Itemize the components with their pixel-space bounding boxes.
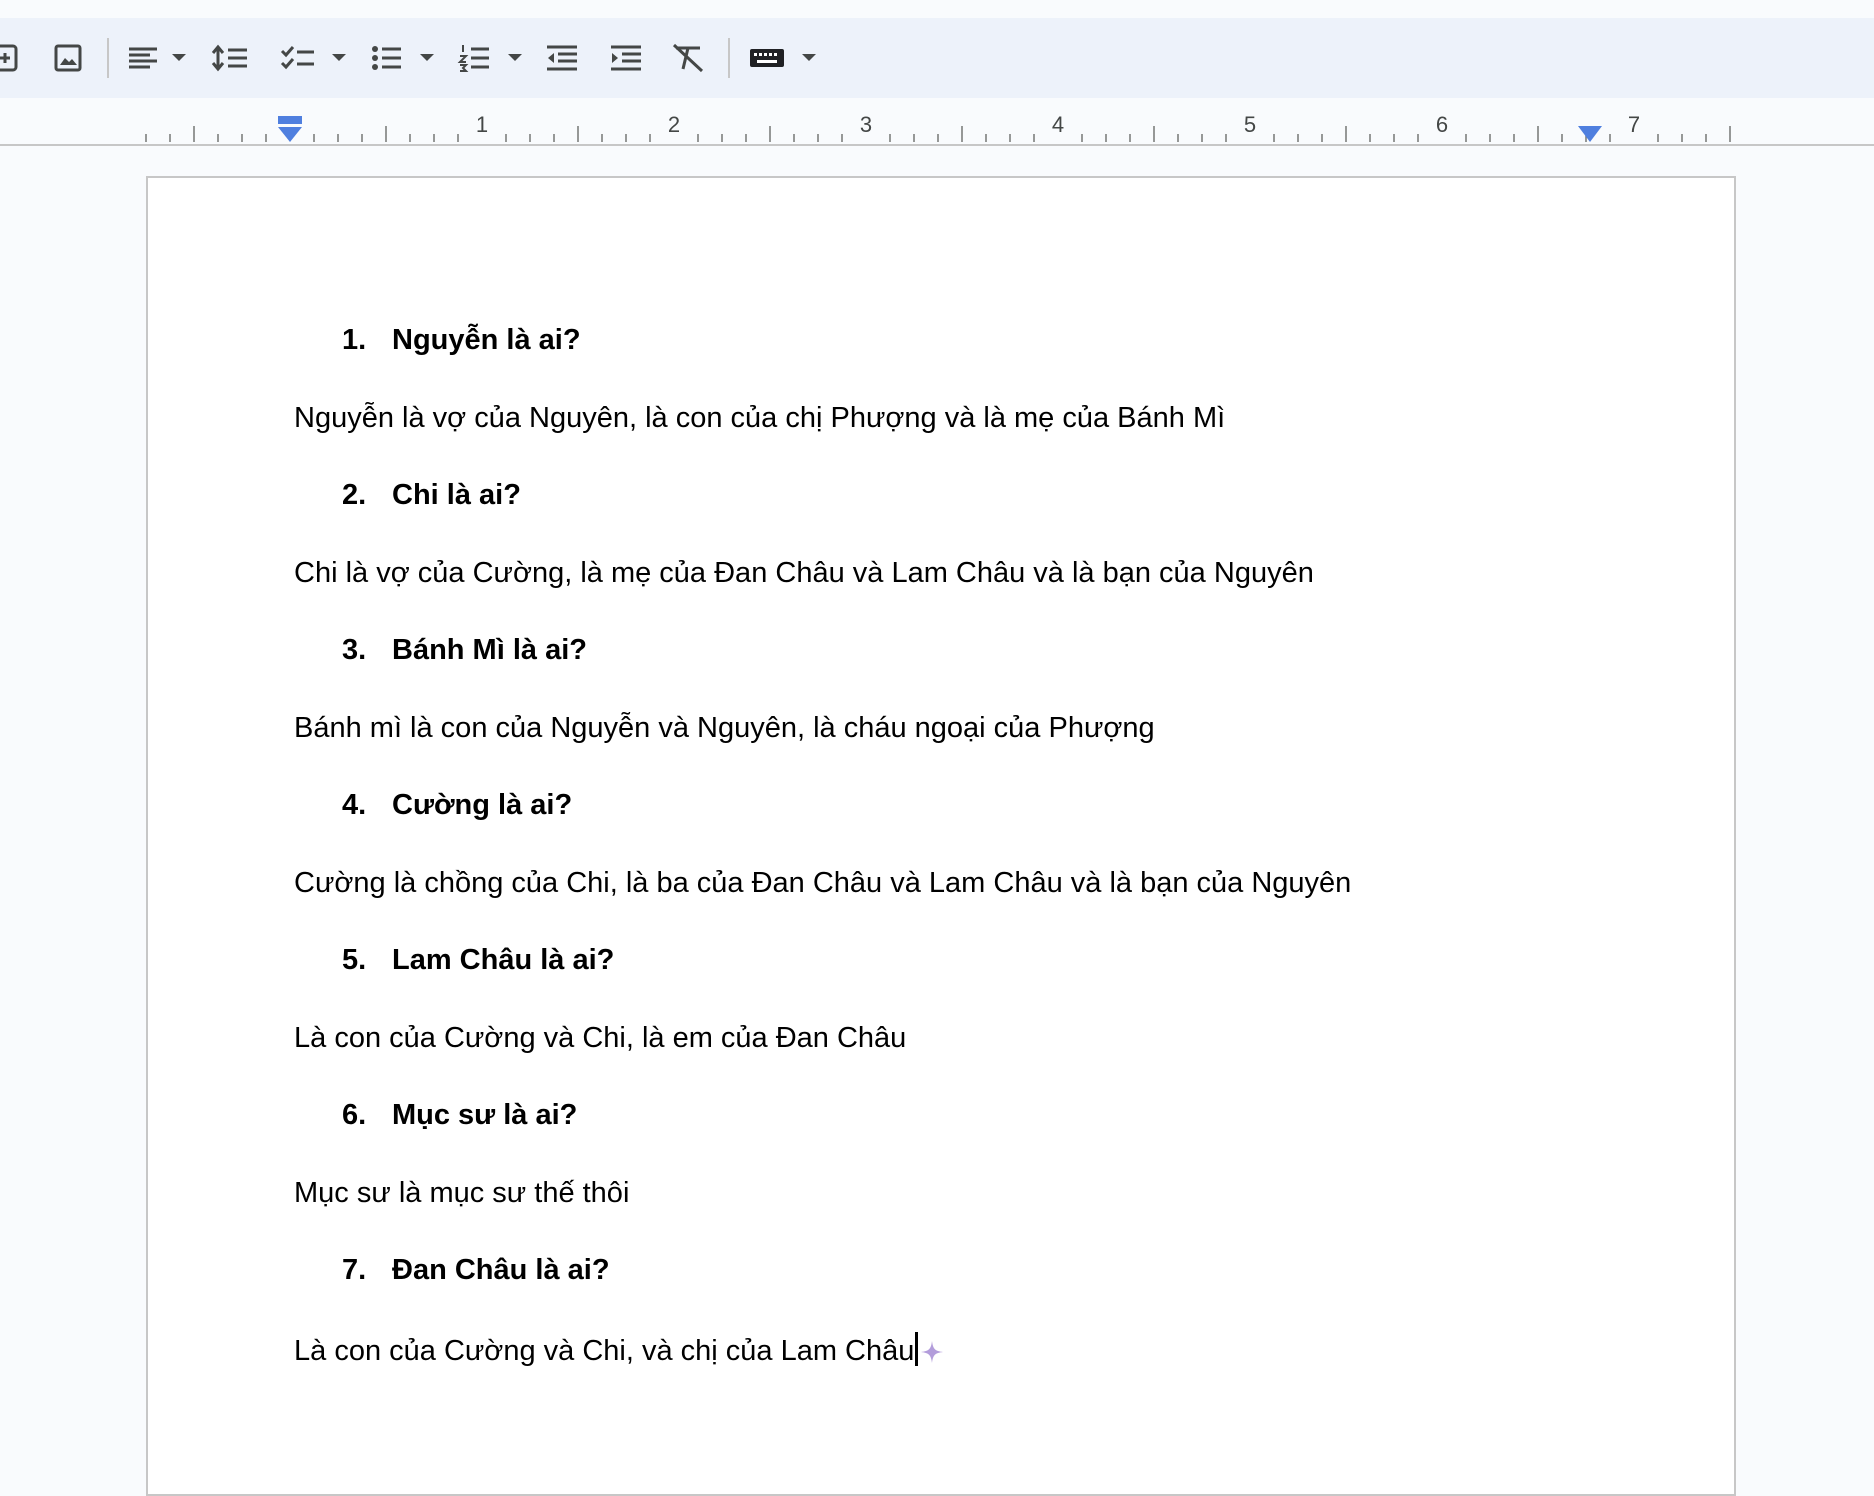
answer-paragraph-1: Nguyễn là vợ của Nguyên, là con của chị Phượng và là mẹ của Bánh Mì [294, 402, 1226, 434]
ruler-label-4: 4 [1051, 112, 1065, 137]
formatting-toolbar [0, 18, 1874, 98]
question-heading-3: 3. Bánh Mì là ai? [342, 634, 587, 666]
question-heading-1: 1. Nguyễn là ai? [342, 324, 581, 356]
right-indent-marker[interactable] [1578, 126, 1602, 142]
question-heading-5: 5. Lam Châu là ai? [342, 944, 615, 976]
question-heading-4: 4. Cường là ai? [342, 789, 573, 821]
question-heading-2: 2. Chi là ai? [342, 479, 521, 511]
top-strip [0, 0, 1874, 18]
ruler-label-2: 2 [667, 112, 681, 137]
insert-image-icon[interactable] [48, 38, 88, 78]
clear-formatting-icon[interactable] [670, 38, 706, 78]
sparkle-icon[interactable] [920, 1339, 944, 1372]
answer-paragraph-2: Chi là vợ của Cường, là mẹ của Đan Châu và Lam Châu và là bạn của Nguyên [294, 557, 1314, 589]
checklist-icon[interactable] [278, 38, 348, 78]
ruler-label-5: 5 [1243, 112, 1257, 137]
horizontal-ruler [0, 98, 1874, 146]
left-indent-marker[interactable] [278, 116, 302, 142]
numbered-list-icon[interactable] [456, 38, 526, 78]
question-heading-6: 6. Mục sư là ai? [342, 1099, 578, 1131]
toolbar-separator [107, 38, 109, 78]
input-tools-keyboard-icon[interactable] [746, 38, 822, 78]
answer-paragraph-7: Là con của Cường và Chi, và chị của Lam Châu [294, 1332, 944, 1372]
ruler-label-6: 6 [1435, 112, 1449, 137]
answer-paragraph-4: Cường là chồng của Chi, là ba của Đan Châu và Lam Châu và là bạn của Nguyên [294, 867, 1352, 899]
ruler-label-7: 7 [1627, 112, 1641, 137]
toolbar-separator [728, 38, 730, 78]
align-left-icon[interactable] [124, 38, 192, 78]
increase-indent-icon[interactable] [608, 38, 644, 78]
answer-paragraph-6: Mục sư là mục sư thế thôi [294, 1177, 630, 1209]
text-cursor [915, 1332, 918, 1366]
ruler-label-3: 3 [859, 112, 873, 137]
answer-paragraph-3: Bánh mì là con của Nguyễn và Nguyên, là cháu ngoại của Phượng [294, 712, 1155, 744]
bulleted-list-icon[interactable] [368, 38, 438, 78]
question-heading-7: 7. Đan Châu là ai? [342, 1254, 610, 1286]
ruler-label-1: 1 [475, 112, 489, 137]
answer-paragraph-5: Là con của Cường và Chi, là em của Đan Châu [294, 1022, 907, 1054]
document-page[interactable] [146, 176, 1736, 1496]
line-spacing-icon[interactable] [210, 38, 250, 78]
decrease-indent-icon[interactable] [544, 38, 580, 78]
ruler-scale [0, 98, 1874, 146]
insert-link-icon[interactable] [0, 38, 22, 78]
